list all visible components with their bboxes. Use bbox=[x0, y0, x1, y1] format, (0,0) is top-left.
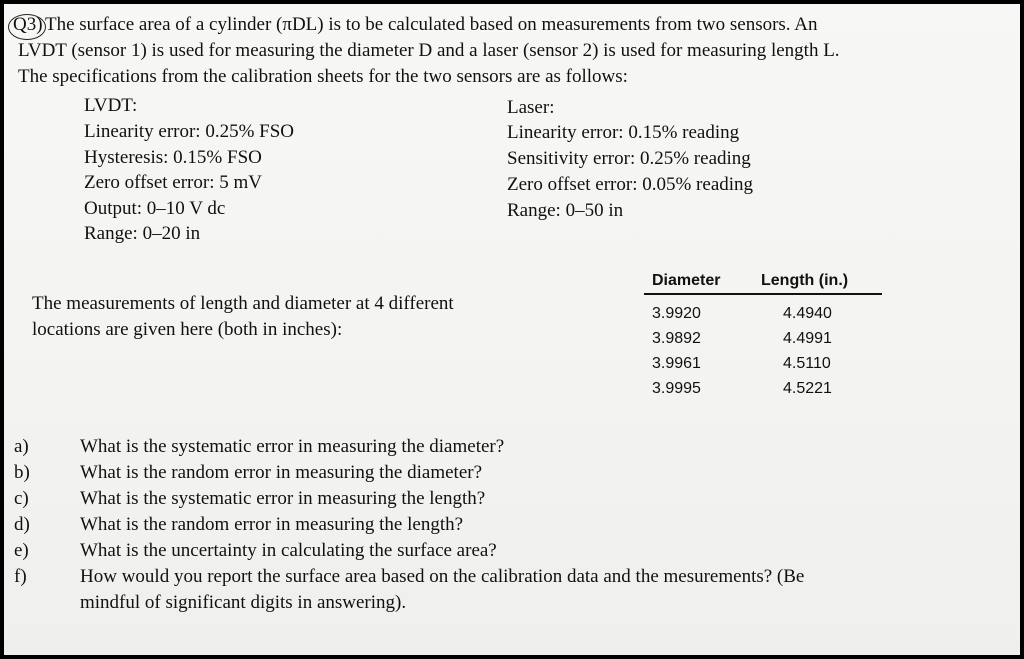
table-cell-length: 4.4991 bbox=[783, 330, 832, 347]
laser-spec: Zero offset error: 0.05% reading bbox=[507, 174, 754, 195]
table-cell-diameter: 3.9920 bbox=[652, 305, 701, 322]
lvdt-spec: Output: 0–10 V dc bbox=[84, 198, 226, 219]
subquestion-text: What is the systematic error in measuring the diameter? bbox=[80, 436, 505, 457]
subquestion-text: What is the uncertainty in calculating the surface area? bbox=[80, 540, 497, 561]
question-number: Q3) bbox=[13, 14, 43, 35]
laser-spec: Sensitivity error: 0.25% reading bbox=[507, 148, 751, 169]
table-cell-diameter: 3.9961 bbox=[652, 355, 701, 372]
measurements-text-line-1: The measurements of length and diameter at 4 different bbox=[32, 293, 454, 314]
subquestion-text: What is the random error in measuring the length? bbox=[80, 514, 464, 535]
laser-spec: Range: 0–50 in bbox=[507, 200, 624, 221]
subquestion-text: What is the random error in measuring the diameter? bbox=[80, 462, 483, 483]
subquestion-f-continuation: mindful of significant digits in answering). bbox=[80, 592, 407, 613]
lvdt-title: LVDT: bbox=[84, 95, 138, 116]
laser-title: Laser: bbox=[507, 97, 555, 118]
table-cell-diameter: 3.9995 bbox=[652, 380, 701, 397]
table-cell-length: 4.5221 bbox=[783, 380, 832, 397]
subquestion-text: What is the systematic error in measuring the length? bbox=[80, 488, 486, 509]
lvdt-spec: Zero offset error: 5 mV bbox=[84, 172, 262, 193]
document-page bbox=[4, 4, 1020, 655]
lvdt-spec: Linearity error: 0.25% FSO bbox=[84, 121, 295, 142]
intro-line-2: LVDT (sensor 1) is used for measuring the diameter D and a laser (sensor 2) is used for measuring length L. bbox=[18, 40, 840, 61]
subquestion-label: b) bbox=[14, 462, 30, 483]
intro-line-1: The surface area of a cylinder (πDL) is to be calculated based on measurements from two sensors. An bbox=[45, 14, 818, 35]
lvdt-spec: Range: 0–20 in bbox=[84, 223, 201, 244]
measurements-text-line-2: locations are given here (both in inches): bbox=[32, 319, 343, 340]
subquestion-label: d) bbox=[14, 514, 30, 535]
laser-spec: Linearity error: 0.15% reading bbox=[507, 122, 740, 143]
table-cell-length: 4.4940 bbox=[783, 305, 832, 322]
lvdt-spec: Hysteresis: 0.15% FSO bbox=[84, 147, 262, 168]
subquestion-text: How would you report the surface area based on the calibration data and the mesurements? (Be bbox=[80, 566, 805, 587]
intro-line-3: The specifications from the calibration sheets for the two sensors are as follows: bbox=[18, 66, 628, 87]
subquestion-label: f) bbox=[14, 566, 27, 587]
table-cell-diameter: 3.9892 bbox=[652, 330, 701, 347]
table-header-length: Length (in.) bbox=[761, 272, 849, 289]
table-header-rule bbox=[644, 293, 882, 295]
subquestion-label: e) bbox=[14, 540, 29, 561]
subquestion-label: c) bbox=[14, 488, 29, 509]
table-cell-length: 4.5110 bbox=[783, 355, 831, 372]
subquestion-label: a) bbox=[14, 436, 29, 457]
table-header-diameter: Diameter bbox=[652, 272, 721, 289]
